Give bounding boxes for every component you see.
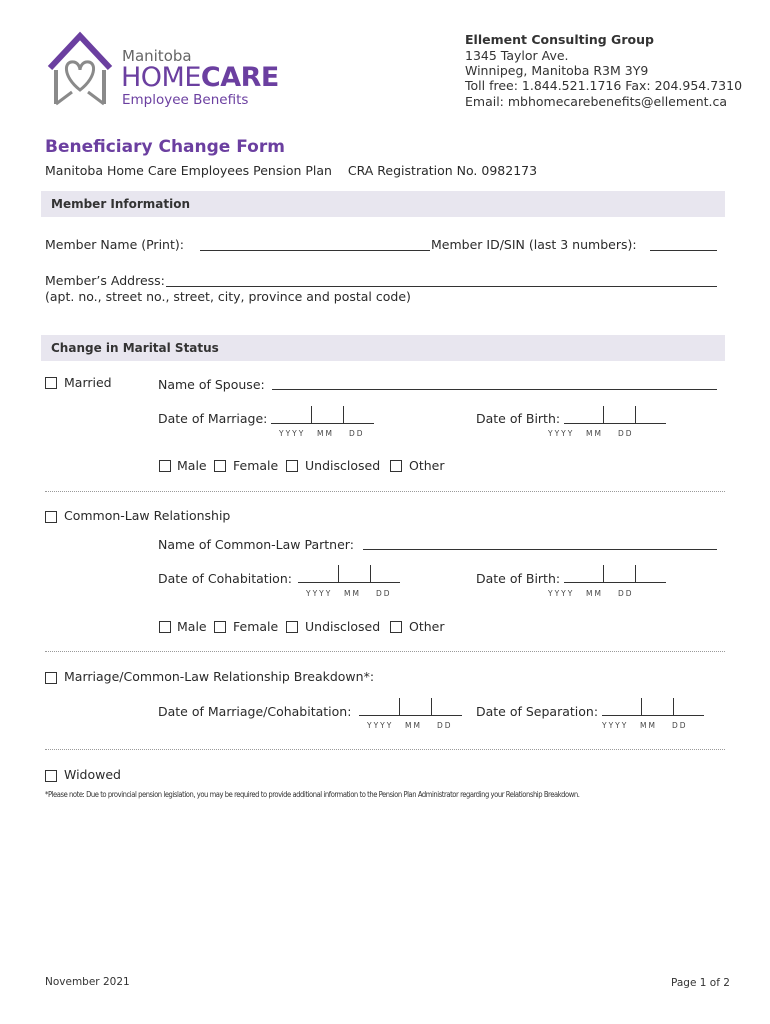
- logo-line2: [121, 63, 279, 93]
- spouse-name-field[interactable]: [272, 389, 717, 390]
- spouse-undisclosed-label: Undisclosed: [305, 458, 381, 473]
- spouse-other-checkbox[interactable]: [390, 460, 402, 472]
- member-info-header: [41, 191, 725, 217]
- marriage-date-sep1: [311, 406, 312, 423]
- logo-care: CARE: [200, 62, 279, 93]
- partner-male-label: Male: [177, 619, 207, 634]
- member-name-label: Member Name (Print):: [45, 237, 184, 252]
- separation-date-sep1: [641, 698, 642, 715]
- logo-home: HOME: [121, 62, 201, 93]
- form-title: Beneficiary Change Form: [45, 137, 285, 157]
- common-law-label: Common-Law Relationship: [64, 508, 231, 523]
- partner-male-checkbox[interactable]: [159, 621, 171, 633]
- partner-name-field[interactable]: [363, 549, 717, 550]
- common-law-checkbox[interactable]: [45, 511, 57, 523]
- logo: [44, 30, 294, 110]
- marital-status-header-label: Change in Marital Status: [51, 341, 219, 355]
- contact-street: 1345 Taylor Ave.: [465, 48, 569, 63]
- partner-female-label: Female: [233, 619, 279, 634]
- breakdown-date-label: Date of Marriage/Cohabitation:: [158, 704, 352, 719]
- separation-date-field[interactable]: [602, 715, 704, 716]
- house-heart-icon: [44, 30, 116, 108]
- partner-undisclosed-label: Undisclosed: [305, 619, 381, 634]
- partner-birth-field[interactable]: [564, 582, 666, 583]
- married-label: Married: [64, 375, 112, 390]
- cohabitation-date-sep2: [370, 565, 371, 582]
- contact-email: Email: mbhomecarebenefits@ellement.ca: [465, 94, 728, 109]
- divider: [45, 651, 725, 652]
- spouse-birth-field[interactable]: [564, 423, 666, 424]
- member-id-label: Member ID/SIN (last 3 numbers):: [431, 237, 637, 252]
- footer-date: November 2021: [45, 976, 130, 988]
- spouse-female-checkbox[interactable]: [214, 460, 226, 472]
- marriage-date-label: Date of Marriage:: [158, 411, 268, 426]
- spouse-birth-sep2: [635, 406, 636, 423]
- spouse-birth-format: YYYY MM DD: [548, 429, 634, 438]
- spouse-male-label: Male: [177, 458, 207, 473]
- contact-org: Ellement Consulting Group: [465, 32, 654, 47]
- member-name-field[interactable]: [200, 250, 430, 251]
- breakdown-date-sep2: [431, 698, 432, 715]
- cohabitation-date-field[interactable]: [298, 582, 400, 583]
- spouse-name-label: Name of Spouse:: [158, 377, 265, 392]
- member-address-hint: (apt. no., street no., street, city, province and postal code): [45, 289, 411, 304]
- married-checkbox[interactable]: [45, 377, 57, 389]
- marriage-date-field[interactable]: [271, 423, 374, 424]
- partner-name-label: Name of Common-Law Partner:: [158, 537, 354, 552]
- spouse-birth-label: Date of Birth:: [476, 411, 561, 426]
- spouse-undisclosed-checkbox[interactable]: [286, 460, 298, 472]
- separation-date-format: YYYY MM DD: [602, 721, 688, 730]
- breakdown-note: *Please note: Due to provincial pension legislation, you may be required to provide additional information to the Pension Plan Administrator regarding your Relationship Breakdown.: [45, 789, 580, 799]
- spouse-birth-sep1: [603, 406, 604, 423]
- contact-phone: Toll free: 1.844.521.1716 Fax: 204.954.7310: [465, 78, 743, 93]
- partner-birth-label: Date of Birth:: [476, 571, 561, 586]
- partner-female-checkbox[interactable]: [214, 621, 226, 633]
- widowed-checkbox[interactable]: [45, 770, 57, 782]
- partner-undisclosed-checkbox[interactable]: [286, 621, 298, 633]
- member-info-header-label: Member Information: [51, 197, 191, 211]
- breakdown-date-format: YYYY MM DD: [367, 721, 453, 730]
- partner-birth-format: YYYY MM DD: [548, 589, 634, 598]
- divider: [45, 749, 725, 750]
- logo-line3: Employee Benefits: [122, 92, 249, 108]
- breakdown-date-field[interactable]: [359, 715, 462, 716]
- separation-date-sep2: [673, 698, 674, 715]
- member-address-label: Member’s Address:: [45, 273, 165, 288]
- logo-line1: Manitoba: [122, 47, 192, 65]
- form-subtitle: Manitoba Home Care Employees Pension Plan CRA Registration No. 0982173: [45, 163, 538, 178]
- divider: [45, 491, 725, 492]
- breakdown-checkbox[interactable]: [45, 672, 57, 684]
- cohabitation-date-format: YYYY MM DD: [306, 589, 392, 598]
- marriage-date-sep2: [343, 406, 344, 423]
- widowed-label: Widowed: [64, 767, 121, 782]
- separation-date-label: Date of Separation:: [476, 704, 599, 719]
- marital-status-header: [41, 335, 725, 361]
- partner-other-label: Other: [409, 619, 445, 634]
- partner-other-checkbox[interactable]: [390, 621, 402, 633]
- footer-page: Page 1 of 2: [671, 977, 730, 989]
- contact-city: Winnipeg, Manitoba R3M 3Y9: [465, 63, 649, 78]
- spouse-female-label: Female: [233, 458, 279, 473]
- member-id-field[interactable]: [650, 250, 717, 251]
- spouse-other-label: Other: [409, 458, 445, 473]
- marriage-date-format: YYYY MM DD: [279, 429, 365, 438]
- partner-birth-sep1: [603, 565, 604, 582]
- cohabitation-date-label: Date of Cohabitation:: [158, 571, 292, 586]
- member-address-field[interactable]: [166, 286, 717, 287]
- cohabitation-date-sep1: [338, 565, 339, 582]
- breakdown-date-sep1: [399, 698, 400, 715]
- partner-birth-sep2: [635, 565, 636, 582]
- breakdown-label: Marriage/Common-Law Relationship Breakdown*:: [64, 669, 375, 684]
- spouse-male-checkbox[interactable]: [159, 460, 171, 472]
